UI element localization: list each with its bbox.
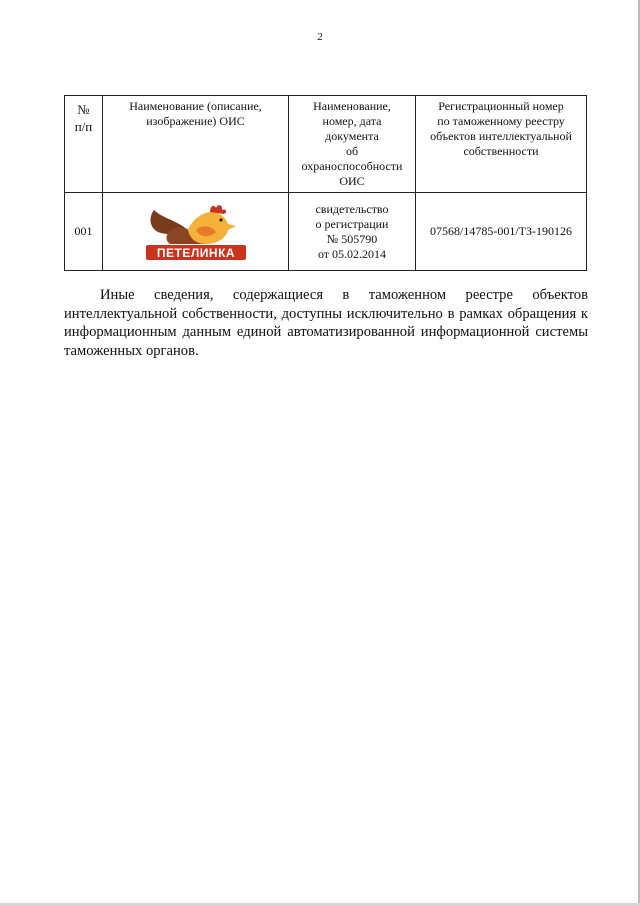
trademark-logo	[105, 200, 286, 264]
row-document-cell	[289, 193, 416, 271]
header-registration-line: по таможенному реестру	[437, 114, 565, 128]
row-document-line: свидетельство	[315, 201, 389, 216]
petelinka-logo-image	[140, 200, 252, 264]
row-document-line: о регистрации	[315, 216, 389, 231]
header-registration-number	[416, 96, 587, 193]
header-name-description	[103, 96, 289, 193]
logo-brand-text: ПЕТЕЛИНКА	[156, 245, 235, 260]
header-registration-line: объектов интеллектуальной	[430, 129, 572, 143]
logo-hen-eye	[219, 218, 222, 221]
header-registration-line: Регистрационный номер	[438, 99, 564, 113]
header-document-line: Наименование,	[313, 99, 391, 113]
table-header-row	[65, 96, 587, 193]
header-document-line: документа	[325, 129, 379, 143]
table-row	[65, 193, 587, 271]
row-document-line: № 505790	[326, 231, 378, 246]
header-number	[65, 96, 103, 193]
header-document	[289, 96, 416, 193]
page-number: 2	[317, 31, 323, 43]
header-number-line: п/п	[74, 119, 93, 134]
header-registration-line: собственности	[463, 144, 539, 158]
header-number-line: №	[77, 102, 90, 117]
row-registration-number-cell: 07568/14785-001/ТЗ-190126	[416, 193, 587, 271]
header-name-line: изображение) ОИС	[146, 114, 245, 128]
header-document-line: охраноспособности	[301, 159, 403, 173]
row-document-line: от 05.02.2014	[317, 246, 387, 261]
header-document-line: ОИС	[339, 174, 365, 188]
row-number-cell: 001	[65, 193, 103, 271]
note-paragraph: Иные сведения, содержащиеся в таможенном реестре объектов интеллектуальной собственности, доступны исключительно в рамках обращения к информационным данным единой автоматизированной информационной системы таможенных органов.	[64, 287, 588, 359]
header-document-line: об	[345, 144, 359, 158]
logo-hen-body	[188, 212, 236, 244]
header-document-line: номер, дата	[322, 114, 382, 128]
row-logo-cell	[103, 193, 289, 271]
header-name-line: Наименование (описание,	[129, 99, 262, 113]
ip-register-table	[64, 95, 587, 271]
